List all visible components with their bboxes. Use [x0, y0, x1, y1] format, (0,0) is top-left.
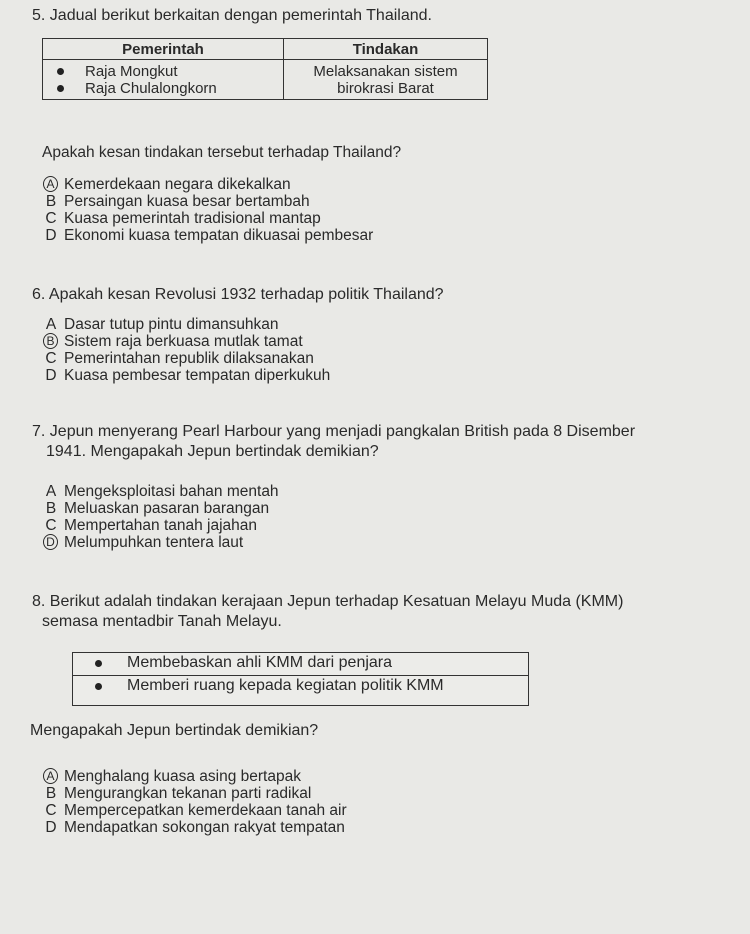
bullet-icon	[57, 85, 64, 92]
question-5-options	[44, 176, 373, 244]
ruler-item	[43, 63, 283, 80]
kmm-action-item: Memberi ruang kepada kegiatan politik KMM	[73, 675, 528, 698]
option-d[interactable]: D Ekonomi kuasa tempatan dikuasai pembesar	[45, 227, 374, 244]
option-d[interactable]: D Melumpuhkan tentera laut	[44, 534, 279, 551]
kmm-action-item: Membebaskan ahli KMM dari penjara	[73, 653, 528, 675]
ruler-name: Raja Chulalongkorn	[85, 79, 217, 97]
question-8-prompt: Mengapakah Jepun bertindak demikian?	[30, 722, 319, 739]
question-8-options	[44, 768, 347, 836]
ruler-item	[43, 80, 283, 97]
option-d[interactable]: D Kuasa pembesar tempatan diperkukuh	[45, 367, 331, 384]
ruler-name: Raja Mongkut	[85, 62, 178, 80]
option-a[interactable]: A Kemerdekaan negara dikekalkan	[44, 176, 373, 193]
action-line: Melaksanakan sistem	[313, 62, 458, 80]
option-b[interactable]: B Persaingan kuasa besar bertambah	[45, 193, 310, 210]
table-header-tindakan: Tindakan	[284, 39, 488, 60]
question-6	[32, 285, 444, 305]
option-b[interactable]: B Sistem raja berkuasa mutlak tamat	[44, 333, 330, 350]
rulers-table	[42, 38, 488, 100]
option-c[interactable]: C Pemerintahan republik dilaksanakan	[45, 350, 314, 367]
table-cell-rulers	[43, 60, 284, 100]
option-c[interactable]: C Kuasa pemerintah tradisional mantap	[45, 210, 321, 227]
question-5-prompt: Apakah kesan tindakan tersebut terhadap Thailand?	[42, 144, 402, 161]
option-c[interactable]: C Mempertahan tanah jajahan	[45, 517, 258, 534]
bullet-icon	[57, 68, 64, 75]
option-b[interactable]: B Mengurangkan tekanan parti radikal	[45, 785, 312, 802]
option-a[interactable]: A Menghalang kuasa asing bertapak	[44, 768, 347, 785]
question-7-options	[44, 483, 279, 551]
option-c[interactable]: C Mempercepatkan kemerdekaan tanah air	[45, 802, 347, 819]
question-6-options	[44, 316, 330, 384]
option-a[interactable]: A Dasar tutup pintu dimansuhkan	[45, 316, 279, 333]
bullet-icon	[95, 660, 102, 667]
option-a[interactable]: A Mengeksploitasi bahan mentah	[45, 483, 279, 500]
question-7	[32, 422, 732, 462]
table-cell-action	[284, 60, 488, 100]
table-header-pemerintah: Pemerintah	[43, 39, 284, 60]
question-5-stem: 5. Jadual berikut berkaitan dengan pemerintah Thailand.	[32, 7, 432, 24]
option-d[interactable]: D Mendapatkan sokongan rakyat tempatan	[45, 819, 345, 836]
kmm-actions-box	[72, 652, 529, 706]
question-6-stem: 6. Apakah kesan Revolusi 1932 terhadap politik Thailand?	[32, 286, 444, 303]
question-7-stem-line2: 1941. Mengapakah Jepun bertindak demikian?	[46, 443, 379, 460]
option-b[interactable]: B Meluaskan pasaran barangan	[45, 500, 270, 517]
question-7-stem-line1: 7. Jepun menyerang Pearl Harbour yang menjadi pangkalan British pada 8 Disember	[32, 423, 636, 440]
question-5	[32, 6, 432, 26]
question-8-stem-line2: semasa mentadbir Tanah Melayu.	[42, 613, 282, 630]
action-line: birokrasi Barat	[337, 79, 434, 97]
question-8	[32, 592, 732, 632]
question-8-stem-line1: 8. Berikut adalah tindakan kerajaan Jepun terhadap Kesatuan Melayu Muda (KMM)	[32, 593, 624, 610]
bullet-icon	[95, 683, 102, 690]
